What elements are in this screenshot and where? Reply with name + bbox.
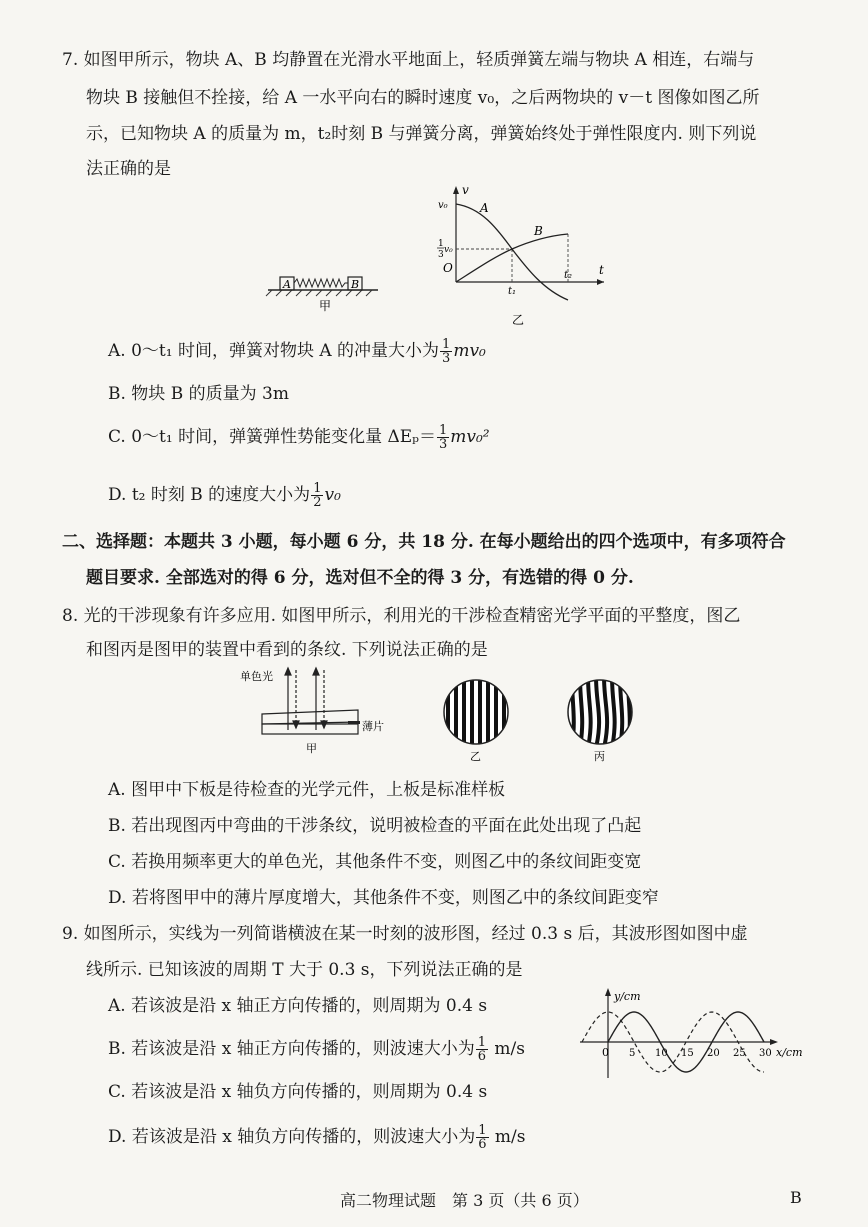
- curve-a-label: A: [480, 201, 489, 215]
- t2-label: t₂: [564, 270, 573, 281]
- q8-line-1: 8. 光的干涉现象有许多应用. 如图甲所示，利用光的干涉检查精密光学平面的平整度，图乙: [62, 606, 741, 626]
- fraction: $\frac{1}{6}$: [478, 1123, 487, 1152]
- fraction: $\frac{1}{3}$: [438, 423, 448, 452]
- block-b-label: B: [351, 278, 360, 291]
- third-v0-label: v₀: [444, 245, 453, 255]
- figure-yi-caption: 乙: [512, 313, 525, 327]
- q9-option-c: C. 若该波是沿 x 轴负方向传播的，则周期为 0.4 s: [108, 1082, 488, 1102]
- q8-option-a: A. 图甲中下板是待检查的光学元件，上板是标准样板: [108, 780, 506, 800]
- x-tick-label: 20: [707, 1048, 720, 1059]
- q9-option-a: A. 若该波是沿 x 轴正方向传播的，则周期为 0.4 s: [108, 996, 488, 1016]
- x-axis-label: x/cm: [776, 1046, 803, 1059]
- q9-option-d: D. 若该波是沿 x 轴负方向传播的，则波速大小为 $\frac{1}{6}$ m/s: [108, 1123, 526, 1152]
- q9-line-2: 线所示. 已知该波的周期 T 大于 0.3 s，下列说法正确的是: [86, 960, 523, 980]
- q7-line-2: 物块 B 接触但不拴接，给 A 一水平向右的瞬时速度 v₀，之后两物块的 v－t 图像如图乙所: [86, 88, 760, 108]
- paper-version-label: B: [790, 1188, 802, 1207]
- y-axis-arrow-icon: [605, 988, 611, 996]
- block-a-label: A: [283, 278, 291, 291]
- q7-line-4: 法正确的是: [86, 159, 171, 179]
- straight-fringes: [442, 676, 510, 748]
- t-axis-arrow-icon: [597, 279, 604, 285]
- x-tick-label: 5: [629, 1048, 636, 1059]
- q7-option-d: D. t₂ 时刻 B 的速度大小为 $\frac{1}{2}$ v₀: [108, 481, 341, 510]
- q7-line-3: 示，已知物块 A 的质量为 m，t₂时刻 B 与弹簧分离，弹簧始终处于弹性限度内. 则下列说: [86, 124, 757, 144]
- spring: [294, 279, 348, 287]
- q9-option-b: B. 若该波是沿 x 轴正方向传播的，则波速大小为 $\frac{1}{6}$ m/s: [108, 1035, 525, 1064]
- q7-option-a: A. 0～t₁ 时间，弹簧对物块 A 的冲量大小为 $\frac{1}{3}$ mv₀: [108, 337, 486, 366]
- q7-line-1: 7. 如图甲所示，物块 A、B 均静置在光滑水平地面上，轻质弹簧左端与物块 A 相连，右端与: [62, 50, 755, 70]
- x-tick-label: 30: [759, 1048, 772, 1059]
- bent-fringes: [566, 676, 634, 748]
- x-tick-labels: [629, 1048, 772, 1059]
- curve-b-label: B: [534, 224, 543, 238]
- third-denominator: 3: [438, 250, 444, 260]
- x-axis-arrow-icon: [770, 1039, 778, 1045]
- figure-jia-caption: 甲: [319, 299, 332, 313]
- q9-line-1: 9. 如图所示，实线为一列简谐横波在某一时刻的波形图，经过 0.3 s 后，其波形图如图中虚: [62, 924, 748, 944]
- q8-line-2: 和图丙是图甲的装置中看到的条纹. 下列说法正确的是: [86, 640, 488, 660]
- q8-option-d: D. 若将图甲中的薄片厚度增大，其他条件不变，则图乙中的条纹间距变窄: [108, 888, 659, 908]
- y-axis-label: y/cm: [614, 990, 641, 1003]
- q9-wave-figure: [572, 984, 808, 1080]
- v-axis-arrow-icon: [453, 186, 459, 194]
- fraction: $\frac{1}{2}$: [313, 481, 322, 510]
- figure-jia-caption: 甲: [306, 742, 317, 755]
- x-tick-label: 15: [681, 1048, 694, 1059]
- t1-label: t₁: [508, 286, 517, 297]
- fraction: $\frac{1}{6}$: [477, 1035, 486, 1064]
- x-tick-label: 25: [733, 1048, 746, 1059]
- lower-plate: [262, 724, 358, 734]
- q7-figure-jia: [264, 266, 384, 314]
- q7-option-b: B. 物块 B 的质量为 3m: [108, 384, 289, 404]
- q8-figure: [236, 666, 636, 766]
- x-tick-label: 10: [655, 1048, 668, 1059]
- section-2-heading-line-2: 题目要求. 全部选对的得 6 分，选对但不全的得 3 分，有选错的得 0 分.: [86, 568, 634, 588]
- page-footer: 高二物理试题 第 3 页（共 6 页）: [340, 1191, 589, 1210]
- figure-bing-caption: 丙: [594, 750, 605, 763]
- t-axis-label: t: [599, 263, 604, 277]
- upper-plate: [262, 710, 358, 724]
- q7-option-c: C. 0～t₁ 时间，弹簧弹性势能变化量 ΔEₚ＝ $\frac{1}{3}$ mv₀²: [108, 423, 490, 452]
- v0-label: v₀: [438, 200, 448, 211]
- figure-yi-caption: 乙: [470, 750, 481, 763]
- thin-film-label: 薄片: [362, 720, 384, 733]
- q8-option-b: B. 若出现图丙中弯曲的干涉条纹，说明被检查的平面在此处出现了凸起: [108, 816, 642, 836]
- origin-label: 0: [602, 1046, 609, 1059]
- thin-film: [348, 721, 360, 724]
- third-numerator: 1: [438, 239, 444, 249]
- q7-figure-yi-vt-graph: [416, 182, 616, 332]
- fraction: $\frac{1}{3}$: [442, 337, 451, 366]
- monochromatic-light-label: 单色光: [240, 670, 273, 683]
- section-2-heading-line-1: 二、选择题：本题共 3 小题，每小题 6 分，共 18 分. 在每小题给出的四个选项中，有多项符合: [62, 532, 786, 552]
- q8-option-c: C. 若换用频率更大的单色光，其他条件不变，则图乙中的条纹间距变宽: [108, 852, 642, 872]
- origin-label: O: [443, 261, 453, 275]
- v-axis-label: v: [462, 183, 469, 197]
